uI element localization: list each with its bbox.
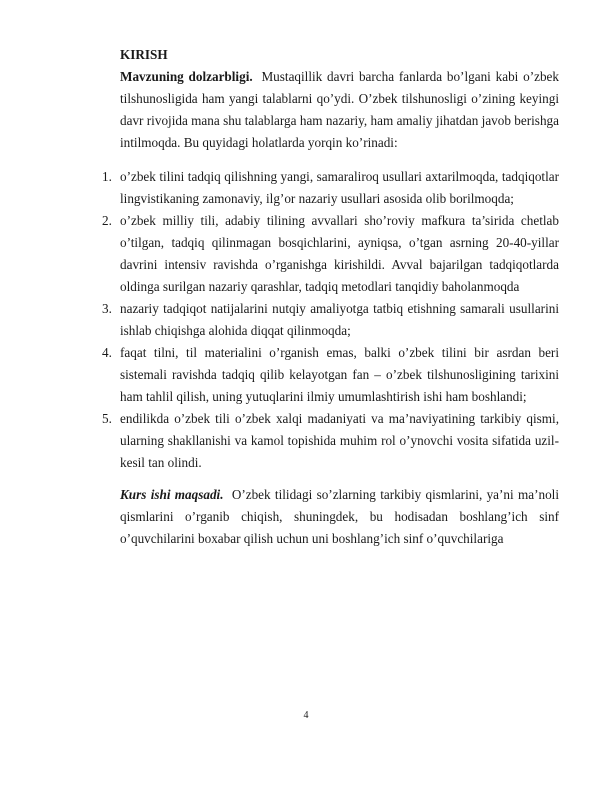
section-heading: KIRISH: [120, 47, 168, 62]
list-item: [102, 166, 559, 210]
goal-paragraph: [120, 484, 559, 550]
intro-text: Mustaqillik davri barcha fanlarda bo’lgani kabi o’zbek tilshunosligida ham yangi talablarni qo’ydi. O’zbek tilshunosligi o’zining keyingi davr rivojida mana shu talablarga ham nazariy, ham amaliy jihatdan javob berishga intilmoqda. Bu quyidagi holatlarda yorqin ko’rinadi:: [120, 69, 559, 150]
list-item-text: faqat tilni, til materialini o’rganish emas, balki o’zbek tilini bir asrdan beri sistemali ravishda tadqiq qilib kelayotgan fan – o’zbek tilshunosligining tarixini ham tahlil qilish, uning yutuqlarini ilmiy umumlashtirish ishi ham boshlandi;: [120, 345, 559, 404]
list-item-number: 4.: [102, 345, 112, 360]
list-item-number: 3.: [102, 301, 112, 316]
list-item-text: nazariy tadqiqot natijalarini nutqiy amaliyotga tatbiq etishning samarali usullarini ishlab chiqishga alohida diqqat qilinmoqda;: [120, 301, 559, 338]
list-item-text: o’zbek tilini tadqiq qilishning yangi, samaraliroq usullari axtarilmoqda, tadqiqotlar lingvistikaning zamonaviy, ilg’or nazariy usullari asosida olib borilmoqda;: [120, 169, 559, 206]
list-item-number: 1.: [102, 169, 112, 184]
intro-lead: Mavzuning dolzarbligi.: [120, 69, 253, 84]
list-item-number: 2.: [102, 213, 112, 228]
document-body: [102, 44, 559, 550]
list-item: [102, 408, 559, 474]
list-item-text: endilikda o’zbek tili o’zbek xalqi madaniyati va ma’naviyatining tarkibiy qismi, ularning shakllanishi va kamol topishida muhim rol o’ynovchi vosita sifatida uzil-kesil tan olindi.: [120, 411, 559, 470]
numbered-list: [102, 166, 559, 474]
list-item-text: o’zbek milliy tili, adabiy tilining avvallari sho’roviy mafkura ta’sirida chetlab o’tilgan, tadqiq qilinmagan bosqichlarini, ayniqsa, o’tgan asrning 20-40-yillar davrini intensiv ravishda o’rganishga kirishildi. Avval bajarilgan tadqiqotlarda oldinga surilgan nazariy qarashlar, tadqiq metodlari tanqidiy baholanmoqda: [120, 213, 559, 294]
list-item: [102, 210, 559, 298]
goal-text: O’zbek tilidagi so’zlarning tarkibiy qismlarini, ya’ni ma’noli qismlarini o’rganib chiqish, shuningdek, bu hodisadan boshlang’ich sinf o’quvchilarini boxabar qilish uchun uni boshlang’ich sinf o’quvchilariga: [120, 487, 559, 546]
list-item: [102, 342, 559, 408]
page-number: 4: [303, 710, 309, 721]
list-item: [102, 298, 559, 342]
list-item-number: 5.: [102, 411, 112, 426]
goal-lead: Kurs ishi maqsadi.: [120, 487, 224, 502]
intro-paragraph: [120, 66, 559, 154]
